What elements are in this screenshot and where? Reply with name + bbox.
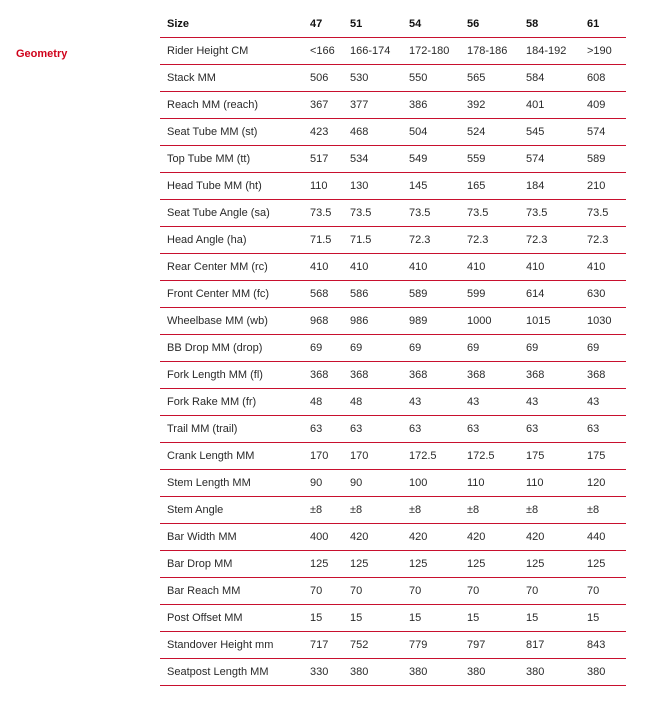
table-cell: 125	[580, 551, 626, 578]
table-cell: 530	[343, 65, 402, 92]
table-cell: 377	[343, 92, 402, 119]
table-cell: 504	[402, 119, 460, 146]
column-header-size-47: 47	[303, 11, 343, 38]
table-cell: 420	[402, 524, 460, 551]
table-cell: 130	[343, 173, 402, 200]
table-cell: 367	[303, 92, 343, 119]
table-row	[160, 308, 626, 335]
table-cell: 110	[303, 173, 343, 200]
table-cell: <166	[303, 38, 343, 65]
table-cell: ±8	[402, 497, 460, 524]
column-header-size-51: 51	[343, 11, 402, 38]
table-cell: 392	[460, 92, 519, 119]
table-row	[160, 38, 626, 65]
table-cell: 172.5	[460, 443, 519, 470]
table-cell: ±8	[303, 497, 343, 524]
row-label: Rear Center MM (rc)	[160, 254, 303, 281]
table-cell: 175	[580, 443, 626, 470]
column-header-size: Size	[160, 11, 303, 38]
table-row	[160, 65, 626, 92]
table-cell: 15	[343, 605, 402, 632]
table-cell: 172-180	[402, 38, 460, 65]
table-cell: 368	[343, 362, 402, 389]
table-cell: 400	[303, 524, 343, 551]
table-cell: 43	[580, 389, 626, 416]
table-cell: 69	[460, 335, 519, 362]
table-cell: 986	[343, 308, 402, 335]
table-row	[160, 146, 626, 173]
table-cell: 170	[303, 443, 343, 470]
table-cell: 410	[303, 254, 343, 281]
table-cell: 100	[402, 470, 460, 497]
table-cell: 63	[519, 416, 580, 443]
table-cell: 145	[402, 173, 460, 200]
table-row	[160, 254, 626, 281]
table-cell: 614	[519, 281, 580, 308]
table-cell: 589	[580, 146, 626, 173]
table-cell: 71.5	[303, 227, 343, 254]
table-cell: 368	[460, 362, 519, 389]
column-header-size-58: 58	[519, 11, 580, 38]
table-cell: 43	[519, 389, 580, 416]
row-label: Bar Width MM	[160, 524, 303, 551]
table-header-row	[160, 11, 626, 38]
table-cell: 630	[580, 281, 626, 308]
table-row	[160, 335, 626, 362]
table-cell: 565	[460, 65, 519, 92]
table-cell: 817	[519, 632, 580, 659]
row-label: Seatpost Length MM	[160, 659, 303, 686]
table-cell: 125	[343, 551, 402, 578]
row-label: Bar Reach MM	[160, 578, 303, 605]
section-title-geometry: Geometry	[16, 48, 68, 60]
table-cell: 420	[460, 524, 519, 551]
table-cell: 178-186	[460, 38, 519, 65]
table-cell: 165	[460, 173, 519, 200]
table-row	[160, 470, 626, 497]
table-cell: 797	[460, 632, 519, 659]
column-header-size-61: 61	[580, 11, 626, 38]
table-cell: 549	[402, 146, 460, 173]
table-cell: 584	[519, 65, 580, 92]
table-cell: 550	[402, 65, 460, 92]
table-cell: 368	[519, 362, 580, 389]
table-cell: 110	[460, 470, 519, 497]
row-label: Head Angle (ha)	[160, 227, 303, 254]
table-body	[160, 38, 626, 686]
table-cell: 368	[580, 362, 626, 389]
table-cell: ±8	[460, 497, 519, 524]
table-cell: 73.5	[303, 200, 343, 227]
table-row	[160, 551, 626, 578]
table-cell: 90	[343, 470, 402, 497]
table-row	[160, 92, 626, 119]
table-cell: 43	[460, 389, 519, 416]
table-cell: 843	[580, 632, 626, 659]
table-cell: 410	[402, 254, 460, 281]
table-cell: 380	[343, 659, 402, 686]
table-cell: 574	[580, 119, 626, 146]
table-cell: 1000	[460, 308, 519, 335]
table-cell: 420	[519, 524, 580, 551]
table-row	[160, 578, 626, 605]
table-cell: 468	[343, 119, 402, 146]
table-row	[160, 659, 626, 686]
table-cell: 73.5	[343, 200, 402, 227]
table-cell: 170	[343, 443, 402, 470]
table-cell: 175	[519, 443, 580, 470]
table-cell: 69	[303, 335, 343, 362]
row-label: Front Center MM (fc)	[160, 281, 303, 308]
table-cell: 125	[303, 551, 343, 578]
table-cell: 568	[303, 281, 343, 308]
table-cell: ±8	[519, 497, 580, 524]
table-cell: 380	[402, 659, 460, 686]
table-cell: 380	[460, 659, 519, 686]
table-cell: 210	[580, 173, 626, 200]
table-row	[160, 497, 626, 524]
table-cell: 72.3	[519, 227, 580, 254]
table-cell: 63	[402, 416, 460, 443]
table-cell: 70	[580, 578, 626, 605]
column-header-size-56: 56	[460, 11, 519, 38]
table-row	[160, 389, 626, 416]
table-row	[160, 524, 626, 551]
table-cell: >190	[580, 38, 626, 65]
table-row	[160, 227, 626, 254]
table-cell: 410	[519, 254, 580, 281]
table-cell: 125	[402, 551, 460, 578]
row-label: Bar Drop MM	[160, 551, 303, 578]
table-cell: 368	[402, 362, 460, 389]
table-cell: 73.5	[460, 200, 519, 227]
table-cell: 73.5	[580, 200, 626, 227]
table-row	[160, 200, 626, 227]
row-label: Fork Rake MM (fr)	[160, 389, 303, 416]
row-label: Wheelbase MM (wb)	[160, 308, 303, 335]
table-cell: 15	[519, 605, 580, 632]
table-cell: 69	[519, 335, 580, 362]
table-cell: 410	[580, 254, 626, 281]
table-cell: 409	[580, 92, 626, 119]
table-cell: 586	[343, 281, 402, 308]
table-cell: 125	[519, 551, 580, 578]
table-cell: 368	[303, 362, 343, 389]
table-cell: 63	[343, 416, 402, 443]
table-cell: 608	[580, 65, 626, 92]
row-label: Fork Length MM (fl)	[160, 362, 303, 389]
table-cell: 401	[519, 92, 580, 119]
row-label: Post Offset MM	[160, 605, 303, 632]
table-cell: 72.3	[402, 227, 460, 254]
table-cell: 717	[303, 632, 343, 659]
table-cell: 524	[460, 119, 519, 146]
row-label: BB Drop MM (drop)	[160, 335, 303, 362]
table-row	[160, 605, 626, 632]
table-cell: 72.3	[460, 227, 519, 254]
table-cell: 506	[303, 65, 343, 92]
table-cell: 70	[402, 578, 460, 605]
row-label: Stem Length MM	[160, 470, 303, 497]
column-header-size-54: 54	[402, 11, 460, 38]
row-label: Seat Tube Angle (sa)	[160, 200, 303, 227]
table-cell: 48	[303, 389, 343, 416]
table-cell: 73.5	[402, 200, 460, 227]
table-cell: 69	[580, 335, 626, 362]
table-cell: 517	[303, 146, 343, 173]
table-row	[160, 119, 626, 146]
table-cell: 120	[580, 470, 626, 497]
row-label: Rider Height CM	[160, 38, 303, 65]
table-cell: ±8	[580, 497, 626, 524]
table-cell: 968	[303, 308, 343, 335]
table-cell: 386	[402, 92, 460, 119]
table-cell: 410	[343, 254, 402, 281]
table-cell: 559	[460, 146, 519, 173]
table-cell: 752	[343, 632, 402, 659]
row-label: Stem Angle	[160, 497, 303, 524]
table-row	[160, 362, 626, 389]
table-cell: 166-174	[343, 38, 402, 65]
row-label: Standover Height mm	[160, 632, 303, 659]
table-cell: 43	[402, 389, 460, 416]
table-row	[160, 416, 626, 443]
table-row	[160, 443, 626, 470]
table-cell: 184-192	[519, 38, 580, 65]
row-label: Crank Length MM	[160, 443, 303, 470]
table-cell: 63	[303, 416, 343, 443]
table-cell: 48	[343, 389, 402, 416]
table-cell: 1015	[519, 308, 580, 335]
row-label: Reach MM (reach)	[160, 92, 303, 119]
table-cell: 70	[460, 578, 519, 605]
row-label: Seat Tube MM (st)	[160, 119, 303, 146]
geometry-table	[160, 11, 626, 686]
table-cell: 410	[460, 254, 519, 281]
table-cell: 599	[460, 281, 519, 308]
table-cell: 63	[460, 416, 519, 443]
table-cell: 70	[303, 578, 343, 605]
table-cell: 63	[580, 416, 626, 443]
table-cell: 330	[303, 659, 343, 686]
table-cell: 779	[402, 632, 460, 659]
table-cell: 989	[402, 308, 460, 335]
table-cell: 15	[402, 605, 460, 632]
row-label: Top Tube MM (tt)	[160, 146, 303, 173]
table-cell: 72.3	[580, 227, 626, 254]
table-cell: 70	[343, 578, 402, 605]
table-cell: ±8	[343, 497, 402, 524]
table-cell: 110	[519, 470, 580, 497]
row-label: Stack MM	[160, 65, 303, 92]
table-cell: 545	[519, 119, 580, 146]
table-cell: 90	[303, 470, 343, 497]
table-cell: 589	[402, 281, 460, 308]
table-cell: 534	[343, 146, 402, 173]
table-cell: 15	[460, 605, 519, 632]
table-cell: 73.5	[519, 200, 580, 227]
table-cell: 420	[343, 524, 402, 551]
table-cell: 71.5	[343, 227, 402, 254]
table-cell: 125	[460, 551, 519, 578]
table-cell: 69	[402, 335, 460, 362]
table-cell: 70	[519, 578, 580, 605]
table-cell: 380	[519, 659, 580, 686]
row-label: Trail MM (trail)	[160, 416, 303, 443]
table-cell: 574	[519, 146, 580, 173]
table-cell: 15	[580, 605, 626, 632]
table-row	[160, 173, 626, 200]
table-cell: 184	[519, 173, 580, 200]
table-cell: 440	[580, 524, 626, 551]
table-cell: 69	[343, 335, 402, 362]
row-label: Head Tube MM (ht)	[160, 173, 303, 200]
table-cell: 1030	[580, 308, 626, 335]
table-row	[160, 632, 626, 659]
table-cell: 423	[303, 119, 343, 146]
table-cell: 380	[580, 659, 626, 686]
table-row	[160, 281, 626, 308]
table-cell: 15	[303, 605, 343, 632]
table-cell: 172.5	[402, 443, 460, 470]
